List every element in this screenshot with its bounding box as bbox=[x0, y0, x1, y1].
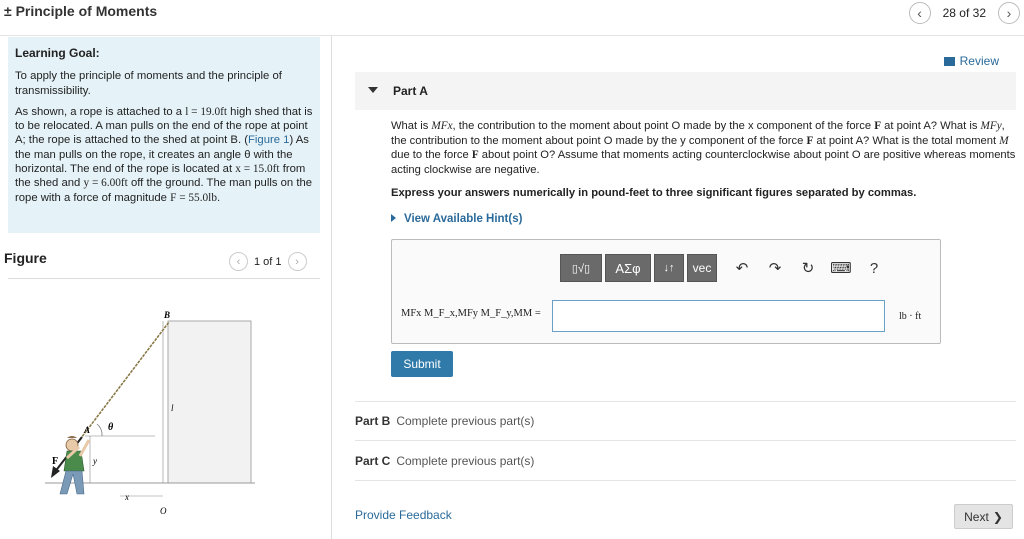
chevron-right-icon: › bbox=[295, 255, 299, 268]
unit-label: lb · ft bbox=[899, 311, 922, 322]
redo-button[interactable] bbox=[764, 254, 786, 282]
part-c-label: Part C bbox=[355, 454, 391, 468]
label-A: A bbox=[84, 425, 91, 435]
figure-counter: 1 of 1 bbox=[254, 255, 282, 268]
subscript-superscript-button[interactable] bbox=[654, 254, 684, 282]
question-text: , the contribution to the moment about point O made by the x component of the force bbox=[452, 120, 875, 132]
desc-text: off the ground. The man pulls on the rope with a force of magnitude bbox=[15, 177, 313, 204]
chevron-right-icon: ❯ bbox=[992, 509, 1003, 524]
learning-goal-description bbox=[15, 105, 313, 205]
label-y: y bbox=[93, 456, 97, 466]
mfy-symbol: MFy bbox=[980, 120, 1002, 132]
desc-text: . bbox=[216, 191, 221, 204]
shed-shape bbox=[168, 321, 251, 483]
right-panel bbox=[333, 36, 1024, 539]
item-pager bbox=[909, 2, 1020, 24]
figure-next-button[interactable] bbox=[288, 252, 307, 271]
force-value: F = 55.0lb bbox=[170, 191, 217, 204]
label-l: l bbox=[171, 403, 174, 413]
chevron-left-icon: ‹ bbox=[236, 255, 241, 268]
help-button[interactable] bbox=[863, 254, 885, 282]
shed-rope-figure bbox=[45, 306, 275, 516]
math-toolbar bbox=[560, 254, 885, 282]
figure-divider bbox=[8, 278, 320, 279]
length-value: l = 19.0ft bbox=[185, 105, 228, 118]
desc-text: from the shed and bbox=[15, 163, 306, 190]
greek-symbols-button[interactable] bbox=[605, 254, 651, 282]
learning-goal-intro: To apply the principle of moments and the principle of transmissibility. bbox=[15, 70, 282, 97]
label-B: B bbox=[164, 310, 171, 320]
y-value: y = 6.00ft bbox=[83, 177, 128, 190]
collapse-caret-icon bbox=[368, 87, 378, 93]
label-theta: θ bbox=[108, 422, 114, 433]
greek-icon: ΑΣφ bbox=[615, 260, 641, 276]
force-symbol: F bbox=[874, 120, 882, 132]
label-F: F bbox=[52, 456, 59, 467]
part-b-row bbox=[355, 414, 534, 428]
label-x: x bbox=[125, 492, 129, 502]
hints-label: View Available Hint(s) bbox=[404, 213, 523, 225]
vec-icon: vec bbox=[692, 261, 712, 275]
next-label: Next bbox=[964, 509, 989, 524]
next-button[interactable] bbox=[954, 504, 1013, 529]
x-value: x = 15.0ft bbox=[235, 163, 280, 176]
figure-prev-button[interactable] bbox=[229, 252, 248, 271]
templates-button[interactable] bbox=[560, 254, 602, 282]
templates-icon: ▯√▯ bbox=[571, 262, 591, 275]
reset-button[interactable] bbox=[797, 254, 819, 282]
desc-text: high shed that is to be relocated. A man pulls on the end of the rope at point A; the rope is attached to the shed at point B. ( bbox=[15, 105, 313, 147]
top-bar bbox=[0, 0, 1024, 36]
view-hints-link[interactable] bbox=[391, 213, 522, 225]
reset-icon: ↻ bbox=[801, 260, 815, 277]
label-O: O bbox=[160, 506, 167, 516]
figure-heading: Figure bbox=[4, 250, 47, 266]
keyboard-icon: ⌨ bbox=[830, 260, 852, 277]
part-c-row bbox=[355, 454, 534, 468]
part-b-label: Part B bbox=[355, 414, 391, 428]
question-text: about point O? Assume that moments acting counterclockwise about point O are positive whereas moments acting clockwise are negative. bbox=[391, 149, 1016, 176]
review-label: Review bbox=[959, 54, 999, 68]
desc-text: As shown, a rope is attached to a bbox=[15, 105, 186, 118]
desc-text: ) As the man pulls on the rope, it creates an angle θ with the horizontal. The end of the rope is located at bbox=[15, 134, 309, 176]
undo-icon: ↶ bbox=[735, 260, 749, 277]
force-symbol: F bbox=[806, 134, 814, 147]
learning-goal-box bbox=[8, 37, 320, 233]
review-link[interactable] bbox=[944, 54, 999, 68]
part-b-status: Complete previous part(s) bbox=[396, 414, 535, 428]
provide-feedback-link[interactable]: Provide Feedback bbox=[355, 508, 452, 522]
divider bbox=[355, 401, 1016, 402]
submit-button[interactable]: Submit bbox=[391, 351, 453, 377]
updown-arrows-icon: ↓↑ bbox=[663, 262, 675, 274]
question-text: due to the force bbox=[391, 149, 472, 162]
book-icon bbox=[944, 57, 955, 66]
mfx-symbol: MFx bbox=[431, 120, 453, 132]
question-text: at point A? What is bbox=[881, 120, 981, 132]
part-a-label: Part A bbox=[393, 84, 428, 98]
part-a-header[interactable] bbox=[355, 72, 1016, 110]
chevron-right-icon: › bbox=[1006, 5, 1012, 21]
force-symbol: F bbox=[471, 149, 479, 162]
answer-instruction: Express your answers numerically in pound-feet to three significant figures separated by commas. bbox=[391, 187, 917, 199]
question-text: at point A? What is the total moment bbox=[813, 134, 1000, 147]
learning-goal-heading: Learning Goal: bbox=[15, 46, 100, 60]
figure-pager bbox=[229, 252, 307, 271]
question-text: What is bbox=[391, 120, 432, 132]
redo-icon: ↷ bbox=[768, 260, 782, 277]
answer-box bbox=[391, 239, 941, 344]
undo-button[interactable] bbox=[731, 254, 753, 282]
page-title: ± Principle of Moments bbox=[4, 3, 158, 19]
next-item-button[interactable] bbox=[998, 2, 1020, 24]
part-c-status: Complete previous part(s) bbox=[396, 454, 535, 468]
left-panel bbox=[0, 36, 332, 539]
caret-right-icon bbox=[391, 214, 396, 222]
vector-button[interactable] bbox=[687, 254, 717, 282]
divider bbox=[355, 480, 1016, 481]
equation-label: MFx M_F_x,MFy M_F_y,MM = bbox=[401, 308, 541, 319]
divider bbox=[355, 440, 1016, 441]
keyboard-shortcuts-button[interactable] bbox=[830, 254, 852, 282]
help-icon: ? bbox=[869, 259, 879, 277]
answer-input[interactable] bbox=[552, 300, 885, 332]
item-counter: 28 of 32 bbox=[942, 6, 986, 20]
question-text: , the contribution to the moment about point O made by the y component of the force bbox=[391, 120, 1005, 147]
previous-item-button[interactable] bbox=[909, 2, 931, 24]
figure-link[interactable]: Figure 1 bbox=[248, 134, 290, 147]
man-figure bbox=[60, 436, 89, 494]
theta-arc bbox=[97, 424, 102, 436]
chevron-left-icon: ‹ bbox=[917, 5, 922, 21]
moment-symbol: M bbox=[999, 134, 1009, 147]
part-a-question bbox=[391, 119, 1016, 177]
